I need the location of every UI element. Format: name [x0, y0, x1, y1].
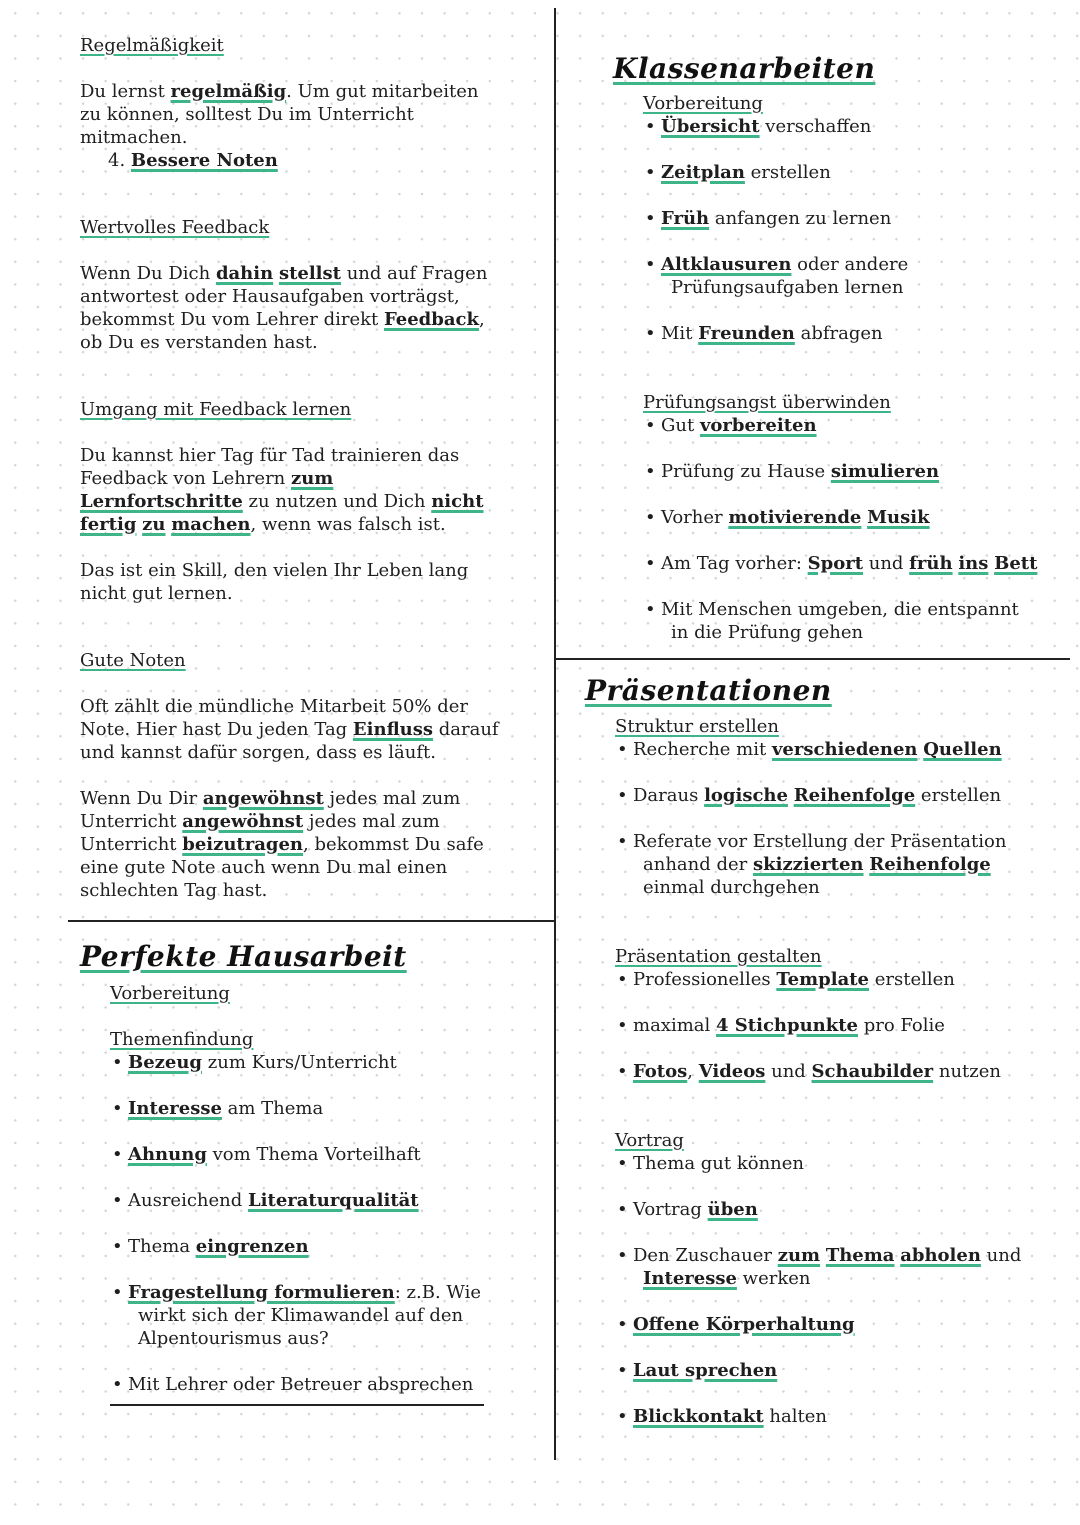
list-item-continuation: anhand der skizzierten Reihenfolge	[643, 854, 991, 875]
list-item-continuation: wirkt sich der Klimawandel auf den	[138, 1305, 464, 1326]
list-item: • Professionelles Template erstellen	[615, 968, 1021, 991]
list-item: • Vorher motivierende Musik	[643, 506, 1037, 529]
hausarbeit-end-line	[110, 1404, 484, 1406]
paragraph: Lernfortschritte zu nutzen und Dich nicht	[80, 491, 484, 512]
paragraph: Feedback von Lehrern zum	[80, 468, 334, 489]
heading-struktur: Struktur erstellen	[615, 716, 779, 737]
section-gute-noten	[80, 649, 499, 902]
list-item: • Ahnung vom Thema Vorteilhaft	[110, 1143, 481, 1166]
paragraph: Oft zählt die mündliche Mitarbeit 50% der	[80, 696, 469, 717]
divider-left	[68, 920, 555, 922]
heading-vortrag: Vortrag	[615, 1130, 684, 1151]
list-item: • Thema eingrenzen	[110, 1235, 481, 1258]
heading-gestalten: Präsentation gestalten	[615, 946, 822, 967]
list-item: • Mit Freunden abfragen	[643, 322, 1037, 345]
divider-right	[556, 658, 1070, 660]
list-item: • Laut sprechen	[615, 1359, 1021, 1382]
heading-umgang-feedback: Umgang mit Feedback lernen	[80, 399, 352, 420]
paragraph: Wenn Du Dir angewöhnst jedes mal zum	[80, 788, 461, 809]
paragraph: Unterricht angewöhnst jedes mal zum	[80, 811, 440, 832]
paragraph: eine gute Note auch wenn Du mal einen	[80, 857, 448, 878]
section-hausarbeit	[110, 982, 481, 1396]
paragraph: nicht gut lernen.	[80, 583, 233, 604]
heading-regelmaessigkeit: Regelmäßigkeit	[80, 35, 224, 56]
list-item: • Thema gut können	[615, 1152, 1021, 1175]
paragraph: Unterricht beizutragen, bekommst Du safe	[80, 834, 484, 855]
list-item: • Früh anfangen zu lernen	[643, 207, 1037, 230]
list-item: • Übersicht verschaffen	[643, 115, 1037, 138]
list-item-continuation: einmal durchgehen	[643, 877, 820, 898]
heading-vorbereitung: Vorbereitung	[110, 983, 230, 1004]
paragraph: Das ist ein Skill, den vielen Ihr Leben lang	[80, 560, 469, 581]
list-item: • Offene Körperhaltung	[615, 1313, 1021, 1336]
section-umgang-feedback	[80, 398, 484, 605]
list-item: • Gut vorbereiten	[643, 414, 1037, 437]
list-item: • Altklausuren oder andere	[643, 253, 1037, 276]
section-klassenarbeiten	[643, 92, 1037, 644]
list-item: • Daraus logische Reihenfolge erstellen	[615, 784, 1021, 807]
paragraph: Du kannst hier Tag für Tad trainieren das	[80, 445, 460, 466]
heading-pruefungsangst: Prüfungsangst überwinden	[643, 392, 891, 413]
paragraph: antwortest oder Hausaufgaben vorträgst,	[80, 286, 460, 307]
paragraph: bekommst Du vom Lehrer direkt Feedback,	[80, 309, 485, 330]
title-praesentationen: Präsentationen	[585, 674, 832, 707]
section-praesentationen	[615, 715, 1021, 1428]
list-item: • Mit Lehrer oder Betreuer absprechen	[110, 1373, 481, 1396]
list-item: • Ausreichend Literaturqualität	[110, 1189, 481, 1212]
list-item-continuation: Interesse werken	[643, 1268, 811, 1289]
list-item: • Bezeug zum Kurs/Unterricht	[110, 1051, 481, 1074]
title-klassenarbeiten: Klassenarbeiten	[613, 52, 876, 85]
paragraph: Du lernst regelmäßig. Um gut mitarbeiten	[80, 81, 479, 102]
list-item: • Vortrag üben	[615, 1198, 1021, 1221]
heading-themenfindung: Themenfindung	[110, 1029, 254, 1050]
list-item: • Mit Menschen umgeben, die entspannt	[643, 598, 1037, 621]
paragraph: Wenn Du Dich dahin stellst und auf Fragen	[80, 263, 488, 284]
list-item: • Blickkontakt halten	[615, 1405, 1021, 1428]
list-item: • Prüfung zu Hause simulieren	[643, 460, 1037, 483]
title-hausarbeit: Perfekte Hausarbeit	[80, 940, 407, 973]
paragraph: ob Du es verstanden hast.	[80, 332, 318, 353]
paragraph: schlechten Tag hast.	[80, 880, 268, 901]
heading-gute-noten: Gute Noten	[80, 650, 186, 671]
heading-feedback: Wertvolles Feedback	[80, 217, 270, 238]
paragraph: zu können, solltest Du im Unterricht	[80, 104, 414, 125]
heading-vorbereitung: Vorbereitung	[643, 93, 763, 114]
vertical-divider	[554, 8, 556, 1460]
list-item: • Interesse am Thema	[110, 1097, 481, 1120]
list-item: • Recherche mit verschiedenen Quellen	[615, 738, 1021, 761]
paragraph: mitmachen.	[80, 127, 188, 148]
list-item-continuation: Alpentourismus aus?	[138, 1328, 329, 1349]
list-item: • Am Tag vorher: Sport und früh ins Bett	[643, 552, 1037, 575]
list-item: • Referate vor Erstellung der Präsentation	[615, 830, 1021, 853]
paragraph: Note. Hier hast Du jeden Tag Einfluss darauf	[80, 719, 499, 740]
paragraph: fertig zu machen, wenn was falsch ist.	[80, 514, 446, 535]
list-item-continuation: Prüfungsaufgaben lernen	[671, 277, 904, 298]
paragraph: und kannst dafür sorgen, dass es läuft.	[80, 742, 436, 763]
section-regelmaessigkeit	[80, 34, 478, 172]
numbered-item: 4. Bessere Noten	[108, 150, 278, 171]
list-item: • maximal 4 Stichpunkte pro Folie	[615, 1014, 1021, 1037]
list-item: • Fragestellung formulieren: z.B. Wie	[110, 1281, 481, 1304]
list-item: • Fotos, Videos und Schaubilder nutzen	[615, 1060, 1021, 1083]
list-item: • Zeitplan erstellen	[643, 161, 1037, 184]
section-feedback	[80, 216, 487, 354]
list-item-continuation: in die Prüfung gehen	[671, 622, 864, 643]
list-item: • Den Zuschauer zum Thema abholen und	[615, 1244, 1021, 1267]
